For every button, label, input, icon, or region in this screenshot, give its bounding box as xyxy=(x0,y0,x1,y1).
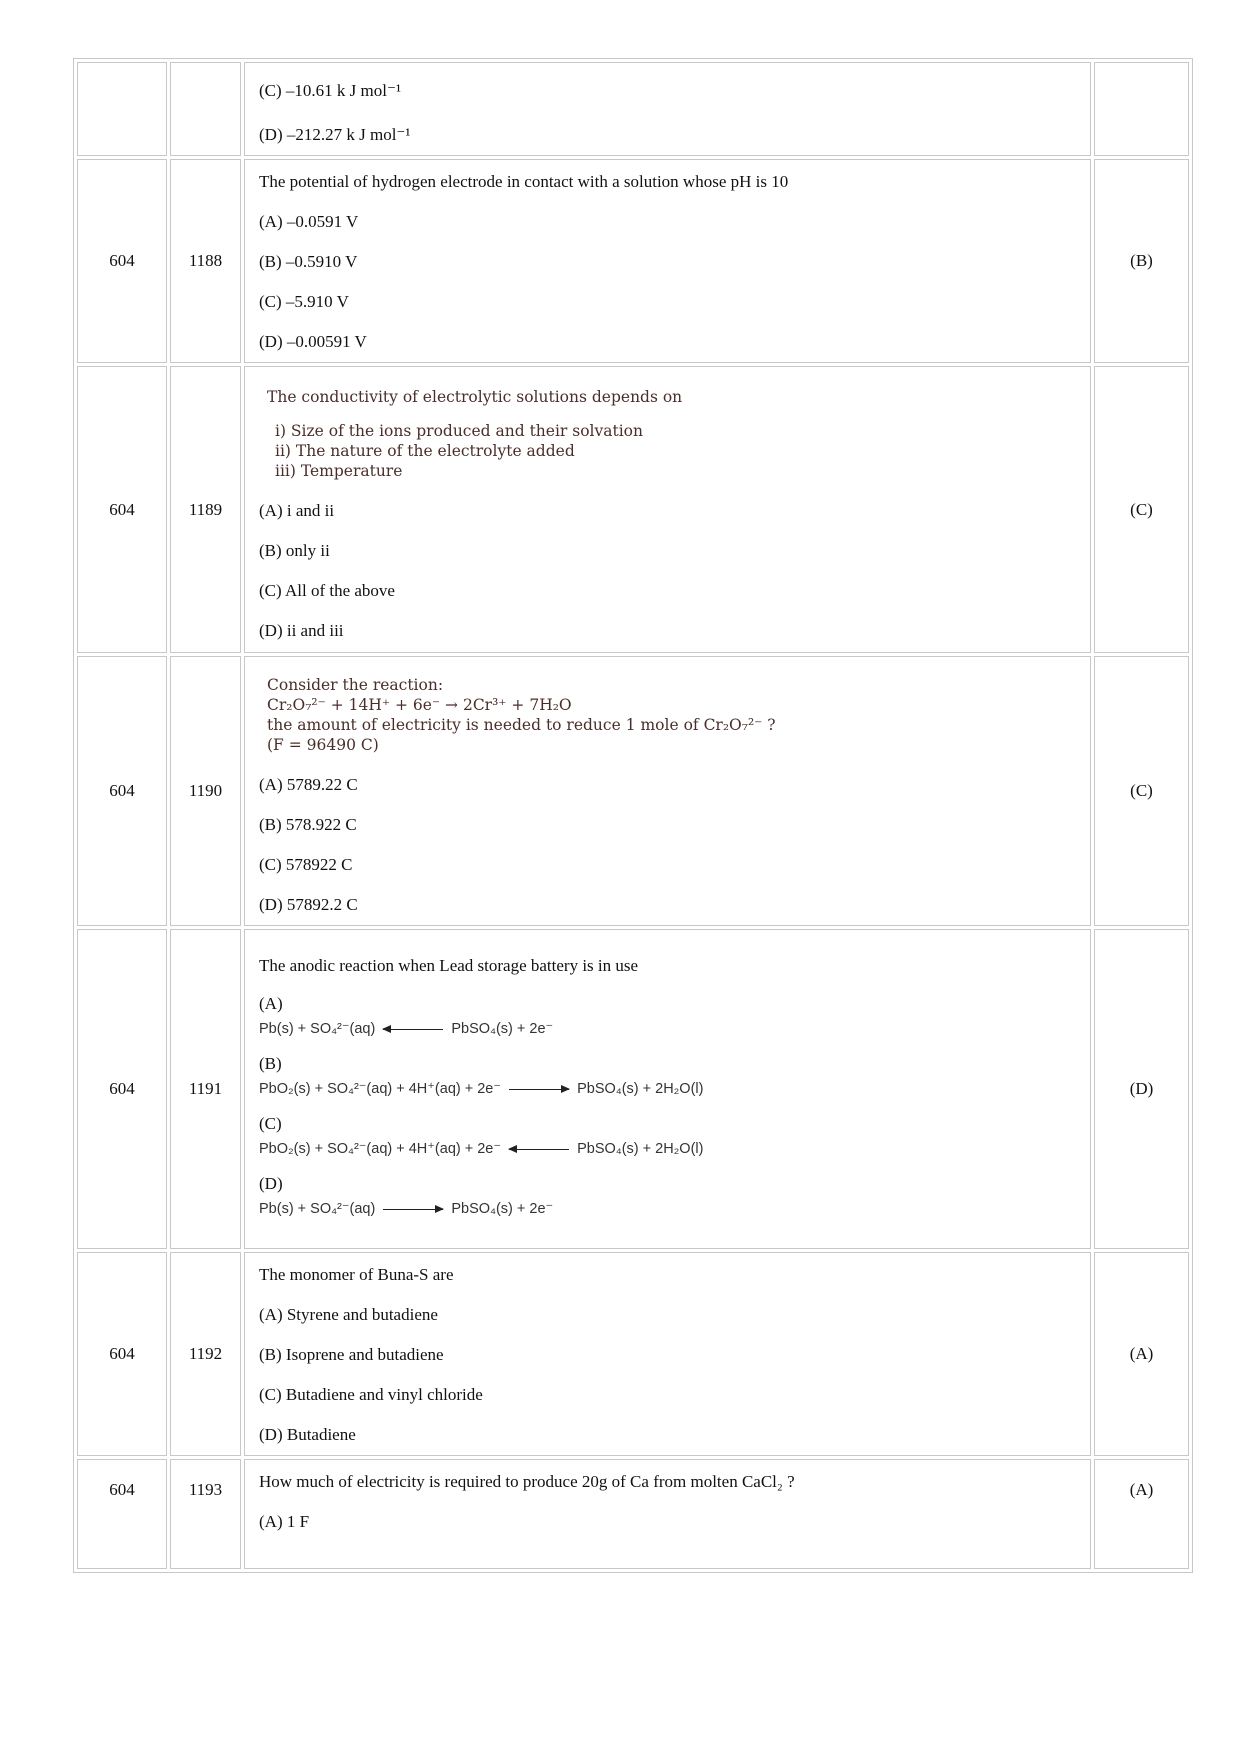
question-text: The anodic reaction when Lead storage battery is in use xyxy=(259,956,639,975)
option-d-equation xyxy=(259,1198,1090,1220)
option-a-equation xyxy=(259,1018,1090,1040)
question-text: The monomer of Buna-S are xyxy=(259,1265,454,1284)
option-b-equation xyxy=(259,1078,1090,1100)
question-line: Consider the reaction: xyxy=(267,676,444,694)
question-line: the amount of electricity is needed to reduce 1 mole of Cr₂O₇²⁻ ? xyxy=(267,716,776,734)
option-d: (D) 57892.2 C xyxy=(259,895,358,914)
right-arrow-icon xyxy=(383,1209,443,1210)
option-c: (C) –10.61 k J mol⁻¹ xyxy=(259,81,402,100)
answer-cell: (D) xyxy=(1094,929,1189,1249)
option-a: (A) –0.0591 V xyxy=(259,212,359,231)
question-image xyxy=(259,369,1090,491)
right-arrow-icon xyxy=(509,1089,569,1090)
answer-cell: (A) xyxy=(1094,1252,1189,1456)
question-text: How much of electricity is required to produce 20g of Ca from molten CaCl₂ ? xyxy=(259,1472,795,1491)
option-b: (B) 578.922 C xyxy=(259,815,357,834)
products: PbSO₄(s) + 2e⁻ xyxy=(451,1021,554,1037)
table-row xyxy=(77,62,1189,156)
option-c: (C) 578922 C xyxy=(259,855,353,874)
option-c: (C) Butadiene and vinyl chloride xyxy=(259,1385,483,1404)
question-cell xyxy=(244,366,1091,653)
reactants: Pb(s) + SO₄²⁻(aq) xyxy=(259,1021,376,1037)
question-text: The potential of hydrogen electrode in contact with a solution whose pH is 10 xyxy=(259,172,789,191)
option-b-label: (B) xyxy=(259,1054,282,1073)
left-arrow-icon xyxy=(383,1029,443,1030)
answer-cell: (C) xyxy=(1094,366,1189,653)
question-cell xyxy=(244,1459,1091,1569)
question-number-cell: 1188 xyxy=(170,159,241,363)
left-arrow-icon xyxy=(509,1149,569,1150)
list-item: iii) Temperature xyxy=(275,461,403,480)
unit-cell: 604 xyxy=(77,366,167,653)
question-text: The conductivity of electrolytic solutions depends on xyxy=(267,387,683,406)
question-number-cell: 1193 xyxy=(170,1459,241,1569)
option-d: (D) –0.00591 V xyxy=(259,332,367,351)
reaction-equation: Cr₂O₇²⁻ + 14H⁺ + 6e⁻ → 2Cr³⁺ + 7H₂O xyxy=(267,696,572,714)
answer-cell: (A) xyxy=(1094,1459,1189,1569)
option-b: (B) –0.5910 V xyxy=(259,252,358,271)
question-number-cell: 1190 xyxy=(170,656,241,926)
question-cell xyxy=(244,159,1091,363)
option-c-label: (C) xyxy=(259,1114,282,1133)
answer-cell xyxy=(1094,62,1189,156)
option-b: (B) only ii xyxy=(259,540,330,560)
question-cell xyxy=(244,929,1091,1249)
option-a-label: (A) xyxy=(259,994,283,1013)
question-number-cell: 1189 xyxy=(170,366,241,653)
products: PbSO₄(s) + 2H₂O(l) xyxy=(577,1081,704,1097)
list-item: i) Size of the ions produced and their solvation xyxy=(275,421,643,440)
answer-cell: (C) xyxy=(1094,656,1189,926)
unit-cell: 604 xyxy=(77,1459,167,1569)
option-d: (D) ii and iii xyxy=(259,620,344,640)
option-d: (D) –212.27 k J mol⁻¹ xyxy=(259,125,411,144)
factor-list xyxy=(267,421,1090,481)
table-row xyxy=(77,159,1189,363)
table-row xyxy=(77,366,1189,653)
option-d-label: (D) xyxy=(259,1174,283,1193)
reactants: Pb(s) + SO₄²⁻(aq) xyxy=(259,1201,376,1217)
question-image xyxy=(259,657,1090,765)
reactants: PbO₂(s) + SO₄²⁻(aq) + 4H⁺(aq) + 2e⁻ xyxy=(259,1141,502,1157)
table-row xyxy=(77,1459,1189,1569)
products: PbSO₄(s) + 2H₂O(l) xyxy=(577,1141,704,1157)
faraday-constant: (F = 96490 C) xyxy=(267,736,379,754)
unit-cell: 604 xyxy=(77,1252,167,1456)
question-number-cell xyxy=(170,62,241,156)
reactants: PbO₂(s) + SO₄²⁻(aq) + 4H⁺(aq) + 2e⁻ xyxy=(259,1081,502,1097)
unit-cell: 604 xyxy=(77,656,167,926)
question-cell xyxy=(244,1252,1091,1456)
table-row xyxy=(77,1252,1189,1456)
unit-cell: 604 xyxy=(77,929,167,1249)
list-item: ii) The nature of the electrolyte added xyxy=(275,441,575,460)
question-number-cell: 1192 xyxy=(170,1252,241,1456)
option-a: (A) 1 F xyxy=(259,1512,310,1531)
question-table xyxy=(73,58,1193,1573)
question-cell xyxy=(244,656,1091,926)
question-number-cell: 1191 xyxy=(170,929,241,1249)
unit-cell: 604 xyxy=(77,159,167,363)
table-row xyxy=(77,929,1189,1249)
option-c-equation xyxy=(259,1138,1090,1160)
table-row xyxy=(77,656,1189,926)
unit-cell xyxy=(77,62,167,156)
option-a: (A) Styrene and butadiene xyxy=(259,1305,438,1324)
option-d: (D) Butadiene xyxy=(259,1425,356,1444)
products: PbSO₄(s) + 2e⁻ xyxy=(451,1201,554,1217)
option-a: (A) i and ii xyxy=(259,500,335,520)
question-cell xyxy=(244,62,1091,156)
answer-cell: (B) xyxy=(1094,159,1189,363)
option-b: (B) Isoprene and butadiene xyxy=(259,1345,444,1364)
option-c: (C) –5.910 V xyxy=(259,292,349,311)
option-c: (C) All of the above xyxy=(259,580,395,600)
option-a: (A) 5789.22 C xyxy=(259,775,358,794)
